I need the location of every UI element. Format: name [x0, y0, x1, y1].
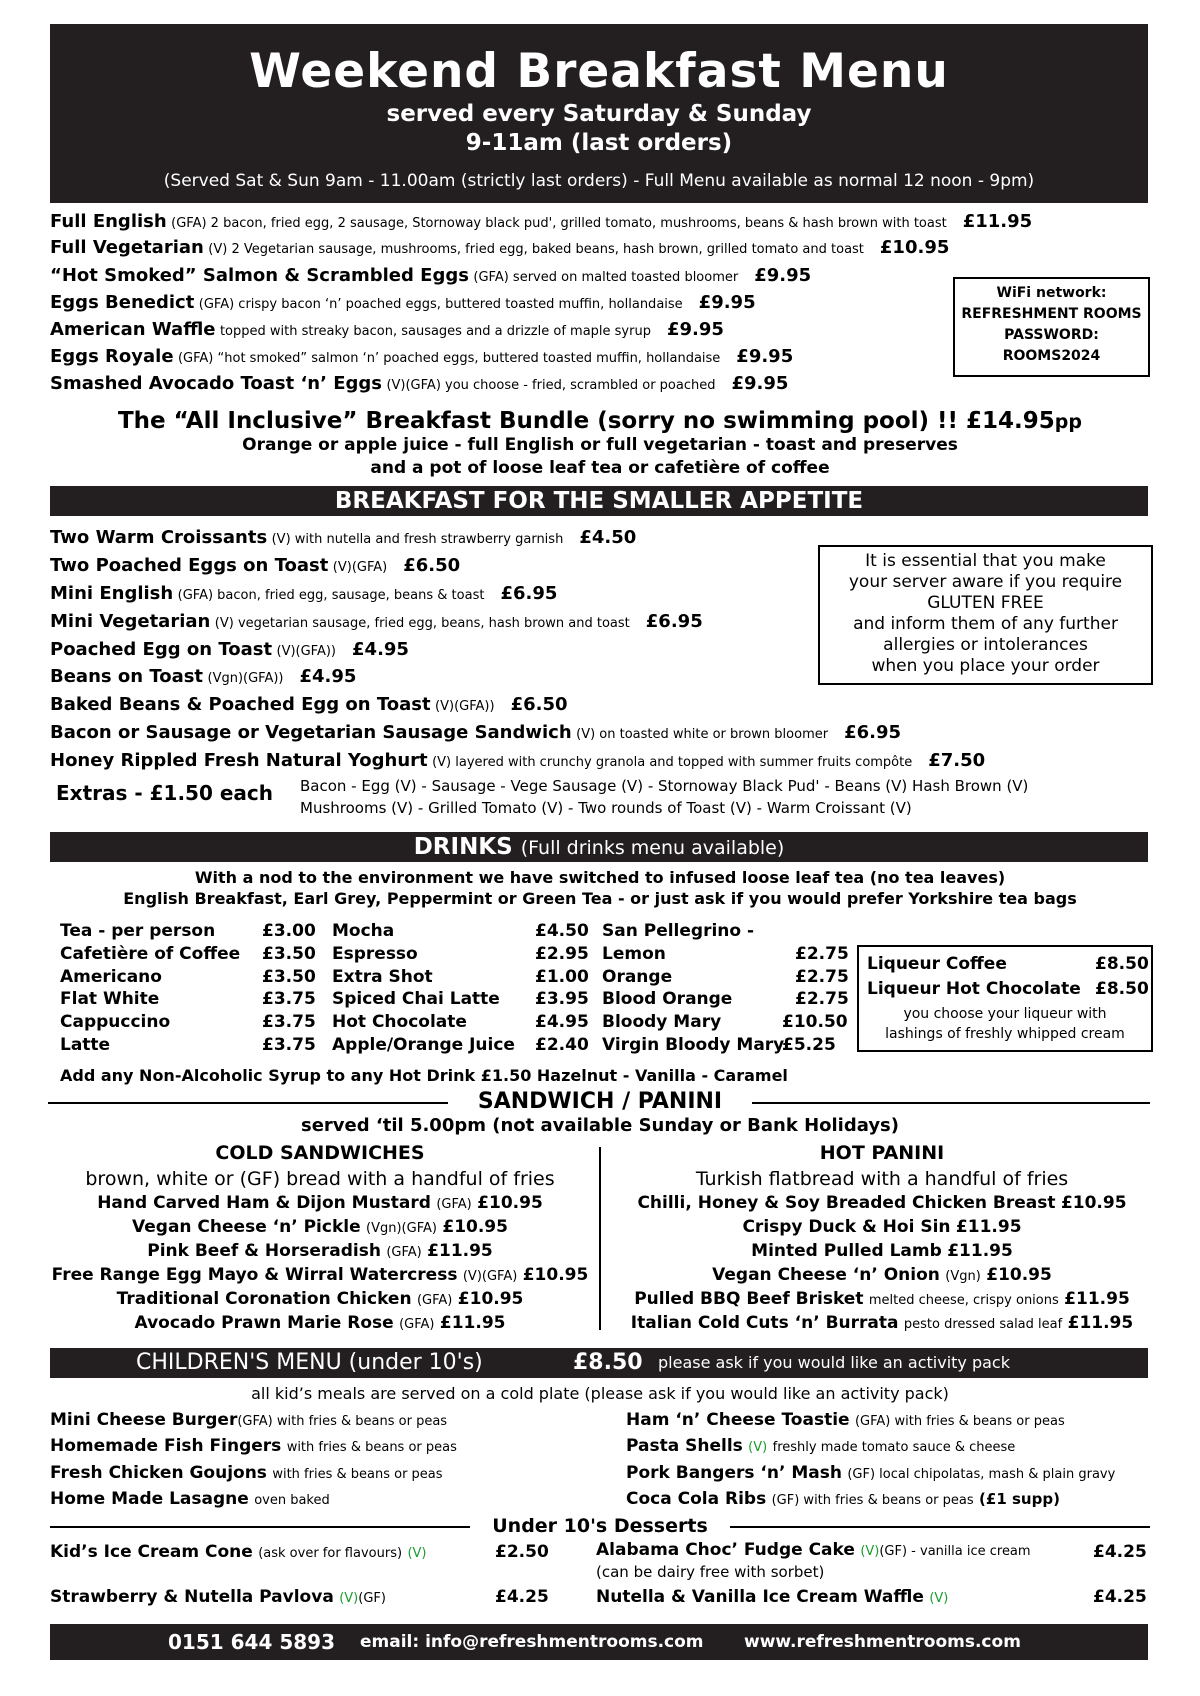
veg-tag: (V) [339, 1591, 359, 1606]
item-name: Vegan Cheese ‘n’ Onion [712, 1265, 940, 1285]
item-price: £4.95 [352, 639, 409, 660]
footer-website[interactable]: www.refreshmentrooms.com [744, 1632, 1021, 1652]
item-desc: (GFA) with fries & beans or peas [237, 1414, 448, 1429]
item-name: Eggs Royale [50, 346, 174, 367]
sandwich-item [40, 1216, 600, 1240]
drink-price: £2.95 [535, 943, 589, 964]
drink-name: Flat White [60, 989, 160, 1010]
sandwich-item [40, 1264, 600, 1288]
item-price: £9.95 [736, 346, 794, 367]
item-name: Alabama Choc’ Fudge Cake [596, 1540, 855, 1560]
drink-price: £3.95 [535, 989, 589, 1010]
dessert-price: £4.25 [1093, 1587, 1147, 1607]
dessert-item [596, 1585, 948, 1611]
item-name: “Hot Smoked” Salmon & Scrambled Eggs [50, 265, 469, 286]
item-name: Strawberry & Nutella Pavlova [50, 1587, 334, 1607]
item-desc: (V)(GFA) [462, 1269, 518, 1284]
cold-subtitle: brown, white or (GF) bread with a handful of fries [85, 1168, 555, 1190]
menu-item [50, 526, 636, 552]
item-name: Home Made Lasagne [50, 1488, 249, 1509]
dessert-item [50, 1540, 427, 1566]
liqueur-row [859, 979, 1151, 1004]
item-price: £6.95 [844, 722, 902, 743]
drink-name: Blood Orange [602, 989, 733, 1010]
item-desc: (GFA) [416, 1293, 453, 1308]
panini-item [602, 1288, 1162, 1312]
subtitle-hours: 9-11am (last orders) [465, 130, 733, 156]
item-desc: (V) on toasted white or brown bloomer [576, 727, 829, 742]
item-desc: (GFA) crispy bacon ‘n’ poached eggs, buttered toasted muffin, hollandaise [198, 297, 683, 312]
menu-item [50, 610, 703, 636]
panini-item [602, 1216, 1162, 1240]
dessert-price: £4.25 [495, 1587, 549, 1607]
drink-price: £2.75 [795, 943, 849, 964]
item-price: £10.95 [457, 1289, 524, 1309]
veg-tag: (V) [748, 1440, 768, 1456]
item-desc: (GF) [358, 1591, 386, 1606]
liqueur-price: £8.50 [1095, 954, 1149, 974]
extras-line-1: Bacon - Egg (V) - Sausage - Vege Sausage (V) - Stornoway Black Pud' - Beans (V) Hash Brown (V) [300, 777, 1029, 795]
drink-name: Lemon [602, 943, 666, 964]
hot-subtitle: Turkish flatbread with a handful of fries [695, 1168, 1069, 1190]
item-price: £11.95 [1067, 1313, 1134, 1333]
item-name: Italian Cold Cuts ‘n’ Burrata [630, 1313, 899, 1333]
menu-item [50, 693, 568, 719]
item-price: £9.95 [698, 292, 756, 313]
gluten-line: and inform them of any further [853, 614, 1118, 634]
item-name: Mini Cheese Burger [50, 1410, 238, 1430]
children-activity: please ask if you would like an activity pack [658, 1353, 1010, 1372]
drinks-subtitle: (Full drinks menu available) [520, 837, 785, 859]
sandwich-item [40, 1192, 600, 1216]
drink-name: Extra Shot [332, 966, 433, 987]
item-name: Vegan Cheese ‘n’ Pickle [132, 1217, 361, 1237]
item-price: £9.95 [754, 265, 812, 286]
drink-row [60, 988, 316, 1011]
item-desc: (Vgn)(GFA)) [207, 671, 284, 686]
sandwich-item [40, 1240, 600, 1264]
liqueur-name: Liqueur Coffee [867, 954, 1007, 974]
item-desc: topped with streaky bacon, sausages and a drizzle of maple syrup [219, 324, 651, 339]
drink-row [332, 1011, 589, 1034]
item-desc: (V) with nutella and fresh strawberry garnish [271, 532, 564, 547]
cold-sandwiches [40, 1140, 600, 1336]
dessert-price: £2.50 [495, 1542, 549, 1562]
drink-name: Americano [60, 966, 162, 987]
drink-name: Virgin Bloody Mary [602, 1034, 785, 1055]
item-desc: (GFA) [399, 1317, 435, 1332]
drinks-column-3 [602, 920, 849, 1057]
item-desc: (GFA) served on malted toasted bloomer [473, 270, 739, 285]
item-price: £10.95 [522, 1265, 589, 1285]
drink-name: Mocha [332, 921, 395, 941]
liqueur-note-2: lashings of freshly whipped cream [885, 1026, 1125, 1042]
liqueur-note-1: you choose your liqueur with [903, 1006, 1107, 1022]
item-desc: (Vgn) [945, 1269, 981, 1284]
item-name: Fresh Chicken Goujons [50, 1462, 267, 1483]
children-note: all kid’s meals are served on a cold plate (please ask if you would like an activity pack) [251, 1384, 949, 1403]
item-name: Poached Egg on Toast [50, 639, 273, 660]
item-desc: pesto dressed salad leaf [903, 1317, 1063, 1332]
item-name: Smashed Avocado Toast ‘n’ Eggs [50, 373, 382, 394]
veg-tag: (V) [407, 1546, 427, 1561]
drink-price: £4.50 [535, 921, 589, 941]
item-price: £10.95 [879, 237, 950, 258]
item-price: £6.50 [510, 694, 568, 715]
menu-item [50, 749, 985, 775]
drink-row [602, 1011, 848, 1034]
drink-row [332, 920, 589, 943]
drink-price: £4.95 [535, 1012, 589, 1033]
item-desc: (GFA) bacon, fried egg, sausage, beans & toast [177, 588, 485, 603]
menu-item [50, 582, 557, 608]
item-price: £6.95 [645, 611, 703, 632]
item-desc: (V) 2 Vegetarian sausage, mushrooms, fried egg, baked beans, hash brown, grilled tomato and toast [208, 242, 864, 257]
footer-email[interactable]: email: info@refreshmentrooms.com [360, 1632, 704, 1652]
page-title: Weekend Breakfast Menu [249, 44, 949, 99]
syrup-note: Add any Non-Alcoholic Syrup to any Hot Drink £1.50 Hazelnut - Vanilla - Caramel [60, 1066, 788, 1085]
item-name: Beans on Toast [50, 666, 204, 687]
item-name: Homemade Fish Fingers [50, 1436, 282, 1457]
dessert-item [596, 1540, 1031, 1583]
children-heading [50, 1348, 1148, 1378]
item-desc: melted cheese, crispy onions [868, 1293, 1059, 1308]
menu-item [50, 665, 356, 691]
sandwich-item [40, 1288, 600, 1312]
item-name: Two Warm Croissants [50, 527, 268, 548]
wifi-label: WiFi network: [996, 285, 1107, 301]
drink-price: £3.50 [262, 966, 316, 987]
cold-title: COLD SANDWICHES [215, 1142, 425, 1164]
item-desc: (GFA) [436, 1197, 472, 1212]
drink-price: £2.75 [795, 966, 849, 987]
panini-item [602, 1264, 1162, 1288]
item-desc: (V)(GFA)) [435, 699, 495, 714]
wifi-password-label: PASSWORD: [1004, 327, 1099, 343]
drink-name: Tea - per person [60, 921, 216, 941]
drink-name: Espresso [332, 943, 418, 964]
item-name: Avocado Prawn Marie Rose [134, 1313, 394, 1333]
kid-item [50, 1461, 457, 1487]
menu-item [50, 318, 724, 344]
wifi-network: REFRESHMENT ROOMS [961, 306, 1142, 322]
item-desc: (V)(GFA) [332, 560, 388, 575]
sandwich-subtitle: served ‘til 5.00pm (not available Sunday or Bank Holidays) [301, 1115, 899, 1136]
footer-bar [50, 1624, 1148, 1660]
kid-item [626, 1408, 1115, 1434]
item-price: £9.95 [666, 319, 724, 340]
item-price: £11.95 [955, 1217, 1022, 1237]
drink-name: Cappuccino [60, 1012, 171, 1033]
menu-item [50, 372, 788, 398]
menu-item [50, 554, 460, 580]
supplement-tag: (£1 supp) [979, 1489, 1060, 1508]
item-name: Coca Cola Ribs [626, 1488, 767, 1509]
drink-price: £3.00 [262, 921, 316, 941]
hot-panini [602, 1140, 1162, 1336]
item-desc: (GFA) [386, 1245, 422, 1260]
extras-list [300, 775, 1028, 819]
drink-row [602, 920, 784, 943]
bundle-title-text: The “All Inclusive” Breakfast Bundle (sorry no swimming pool) !! £14.95 [117, 408, 1055, 434]
panini-item [602, 1192, 1162, 1216]
kid-item [626, 1434, 1115, 1460]
item-name: Two Poached Eggs on Toast [50, 555, 329, 576]
drink-row [602, 966, 849, 989]
sandwich-item [40, 1312, 600, 1336]
drink-price: £3.75 [262, 1012, 316, 1033]
item-desc: (ask over for flavours) [258, 1546, 403, 1561]
children-title: CHILDREN'S MENU (under 10's) [136, 1350, 483, 1375]
item-name: Mini English [50, 583, 174, 604]
drinks-column-2 [332, 920, 589, 1057]
item-name: Hand Carved Ham & Dijon Mustard [97, 1193, 431, 1213]
veg-tag: (V) [929, 1591, 949, 1606]
menu-item [50, 210, 1032, 236]
drinks-column-1 [60, 920, 316, 1057]
gluten-notice [818, 545, 1153, 685]
wifi-password: ROOMS2024 [1002, 348, 1101, 364]
drink-row [602, 943, 849, 966]
drink-row [332, 1034, 589, 1057]
item-desc: (GF) with fries & beans or peas [771, 1492, 974, 1508]
gluten-line: your server aware if you require [848, 572, 1123, 592]
liqueur-row [859, 954, 1151, 979]
subtitle-days: served every Saturday & Sunday [386, 101, 812, 127]
menu-item [50, 236, 949, 262]
hot-title: HOT PANINI [819, 1142, 945, 1164]
menu-item [50, 345, 793, 371]
kid-item [50, 1487, 457, 1513]
item-price: £10.95 [477, 1193, 543, 1213]
drink-price: £3.75 [262, 1034, 316, 1055]
item-name: Bacon or Sausage or Vegetarian Sausage Sandwich [50, 722, 572, 743]
item-name: Pork Bangers ‘n’ Mash [626, 1462, 842, 1483]
drink-row [60, 943, 316, 966]
item-price: £9.95 [731, 373, 789, 394]
kid-item [50, 1434, 457, 1460]
children-left-column [50, 1408, 457, 1513]
item-desc: (GFA) “hot smoked” salmon ‘n’ poached eggs, buttered toasted muffin, hollandaise [177, 351, 721, 366]
item-name: Chilli, Honey & Soy Breaded Chicken Breast [637, 1193, 1056, 1213]
drink-row [60, 920, 316, 943]
item-name: Full English [50, 211, 167, 232]
panini-item [602, 1312, 1162, 1336]
item-name: Honey Rippled Fresh Natural Yoghurt [50, 750, 428, 771]
item-price: £10.95 [986, 1265, 1052, 1285]
liqueur-box [857, 945, 1153, 1052]
bundle-line-1: Orange or apple juice - full English or full vegetarian - toast and preserves [242, 435, 958, 455]
drinks-heading [50, 832, 1148, 862]
wifi-box [953, 277, 1150, 377]
item-price: £4.95 [299, 666, 357, 687]
item-name: Pulled BBQ Beef Brisket [634, 1289, 864, 1309]
item-note: (can be dairy free with sorbet) [596, 1563, 825, 1581]
menu-item [50, 264, 811, 290]
item-name: Traditional Coronation Chicken [116, 1289, 412, 1309]
drinks-intro-2: English Breakfast, Earl Grey, Peppermint or Green Tea - or just ask if you would prefer Yorkshire tea bags [123, 889, 1077, 908]
item-desc: oven baked [254, 1492, 330, 1508]
panini-item [602, 1240, 1162, 1264]
kid-item [50, 1408, 457, 1434]
menu-item [50, 291, 756, 317]
gluten-line: It is essential that you make [865, 551, 1106, 571]
smaller-appetite-heading: BREAKFAST FOR THE SMALLER APPETITE [50, 486, 1148, 516]
children-price: £8.50 [573, 1350, 643, 1375]
item-desc: freshly made tomato sauce & cheese [772, 1440, 1016, 1456]
drink-row [332, 943, 589, 966]
item-price: £10.95 [442, 1217, 508, 1237]
children-right-column [626, 1408, 1115, 1513]
kid-item [626, 1487, 1115, 1513]
gluten-line: GLUTEN FREE [927, 593, 1044, 613]
drink-price: £10.50 [782, 1012, 848, 1033]
item-name: Eggs Benedict [50, 292, 195, 313]
item-desc: (Vgn)(GFA) [366, 1221, 437, 1236]
drinks-title: DRINKS [413, 834, 513, 860]
item-name: Pink Beef & Horseradish [147, 1241, 381, 1261]
item-price: £11.95 [427, 1241, 493, 1261]
item-desc: (V) layered with crunchy granola and topped with summer fruits compôte [432, 755, 913, 770]
extras-line-2: Mushrooms (V) - Grilled Tomato (V) - Two rounds of Toast (V) - Warm Croissant (V) [300, 799, 912, 817]
drink-price: £2.40 [535, 1034, 589, 1055]
drink-name: Hot Chocolate [332, 1012, 467, 1033]
drink-name: Spiced Chai Latte [332, 989, 500, 1010]
menu-item [50, 721, 901, 747]
drink-name: Apple/Orange Juice [332, 1034, 515, 1055]
drink-name: San Pellegrino - [602, 921, 755, 941]
item-name: Baked Beans & Poached Egg on Toast [50, 694, 431, 715]
menu-item [50, 638, 409, 664]
drink-price: £3.50 [262, 943, 316, 964]
drink-name: Latte [60, 1034, 111, 1055]
item-name: American Waffle [50, 319, 216, 340]
drink-row [332, 966, 589, 989]
gluten-line: allergies or intolerances [883, 635, 1088, 655]
drink-price: £5.25 [782, 1034, 836, 1055]
item-desc: (V) vegetarian sausage, fried egg, beans, hash brown and toast [214, 616, 630, 631]
item-name: Nutella & Vanilla Ice Cream Waffle [596, 1587, 924, 1607]
drink-row [602, 988, 849, 1011]
drink-row [602, 1034, 836, 1057]
veg-tag: (V) [860, 1544, 880, 1559]
drink-row [332, 988, 589, 1011]
item-name: Pasta Shells [626, 1436, 743, 1457]
bundle-title [0, 406, 1200, 437]
item-desc: (V)(GFA)) [276, 644, 337, 659]
item-desc: (GFA) 2 bacon, fried egg, 2 sausage, Stornoway black pud', grilled tomato, mushrooms, beans & hash brown with toast [171, 216, 947, 231]
bundle-line-2: and a pot of loose leaf tea or cafetière of coffee [370, 458, 830, 478]
item-price: £11.95 [962, 211, 1033, 232]
header-banner [50, 24, 1148, 203]
liqueur-price: £8.50 [1095, 979, 1149, 999]
item-desc: (GFA) with fries & beans or peas [854, 1414, 1065, 1429]
kid-item [626, 1461, 1115, 1487]
drink-row [60, 1034, 316, 1057]
drink-name: Cafetière of Coffee [60, 943, 241, 964]
dessert-price: £4.25 [1093, 1542, 1147, 1562]
drinks-intro-1: With a nod to the environment we have switched to infused loose leaf tea (no tea leaves) [194, 868, 1006, 887]
drink-price: £3.75 [262, 989, 316, 1010]
drink-name: Orange [602, 966, 673, 987]
item-desc: (GF) - vanilla ice cream [879, 1544, 1031, 1559]
header-note: (Served Sat & Sun 9am - 11.00am (strictly last orders) - Full Menu available as normal 12 noon - 9pm) [163, 171, 1035, 191]
bundle-unit: pp [1054, 411, 1082, 433]
item-desc: (V)(GFA) you choose - fried, scrambled or poached [386, 378, 716, 393]
item-name: Free Range Egg Mayo & Wirral Watercress [51, 1265, 458, 1285]
item-price: £11.95 [947, 1241, 1013, 1261]
item-price: £7.50 [928, 750, 986, 771]
extras-label: Extras - £1.50 each [56, 781, 273, 805]
drink-price: £2.75 [795, 989, 849, 1010]
item-price: £11.95 [439, 1313, 506, 1333]
item-price: £6.50 [403, 555, 461, 576]
drink-price: £1.00 [535, 966, 589, 987]
drink-name: Bloody Mary [602, 1012, 722, 1033]
item-price: £6.95 [500, 583, 558, 604]
desserts-heading: Under 10's Desserts [492, 1515, 708, 1537]
drink-row [60, 966, 316, 989]
liqueur-name: Liqueur Hot Chocolate [867, 979, 1081, 999]
item-desc: with fries & beans or peas [272, 1466, 443, 1482]
item-name: Minted Pulled Lamb [751, 1241, 942, 1261]
item-name: Crispy Duck & Hoi Sin [742, 1217, 951, 1237]
drink-row [60, 1011, 316, 1034]
item-price: £11.95 [1064, 1289, 1130, 1309]
gluten-line: when you place your order [871, 656, 1100, 676]
item-name: Ham ‘n’ Cheese Toastie [626, 1410, 850, 1430]
item-name: Kid’s Ice Cream Cone [50, 1542, 253, 1562]
item-name: Mini Vegetarian [50, 611, 211, 632]
item-price: £10.95 [1060, 1193, 1127, 1213]
footer-phone[interactable]: 0151 644 5893 [168, 1630, 336, 1654]
dessert-item [50, 1585, 386, 1611]
item-name: Full Vegetarian [50, 237, 204, 258]
item-price: £4.50 [579, 527, 637, 548]
item-desc: with fries & beans or peas [286, 1440, 457, 1456]
item-desc: (GF) local chipolatas, mash & plain gravy [847, 1466, 1116, 1482]
sandwich-heading: SANDWICH / PANINI [477, 1089, 723, 1114]
